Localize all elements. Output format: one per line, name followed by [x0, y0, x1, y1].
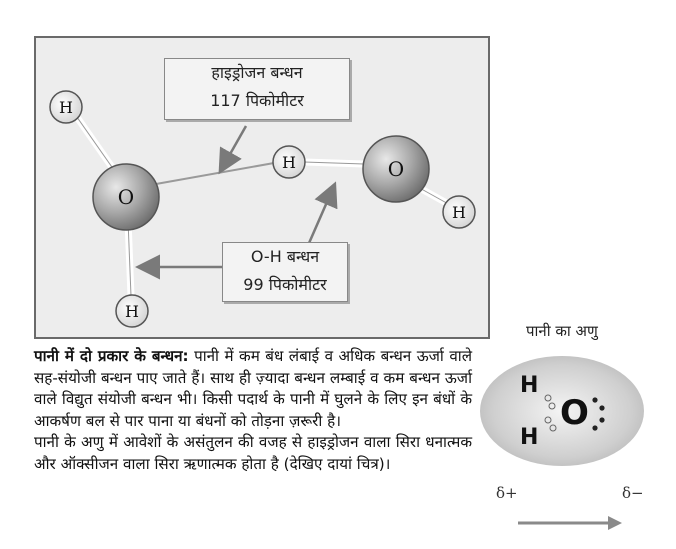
hydrogen-bond-line	[156, 163, 274, 184]
left-water-molecule	[50, 91, 159, 327]
paragraph-bond-types	[34, 346, 472, 432]
water-polarity-figure	[470, 340, 670, 545]
oh-bond-callout	[222, 242, 348, 302]
delta-minus-label: δ−	[622, 484, 644, 502]
oh-bond-callout-title: O-H बन्धन	[250, 247, 320, 266]
hydrogen-bond-callout-length: 117 पिकोमीटर	[210, 91, 304, 110]
oh-bond-arrow-right	[306, 186, 334, 250]
delta-plus-label: δ+	[496, 484, 518, 502]
polarity-canvas	[470, 340, 670, 545]
hydrogen-bond-callout-title: हाइड्रोजन बन्धन	[211, 63, 303, 82]
polarity-h-top: H	[520, 373, 539, 398]
paragraph-bond-types-body: पानी में कम बंध लंबाई व अधिक बन्धन ऊर्जा वाले सह-संयोजी बन्धन पाए जाते हैं। साथ ही ज़्यादा बन्धन लम्बाई व कम बन्धन ऊर्जा वाले विद्युत संयोजी बन्धन भी। किसी पदार्थ के पानी में घुलने के लिए इन बंधों के आकर्षण बल से पार पाना या बंधनों को तोड़ना ज़रूरी है।	[34, 347, 472, 430]
hydrogen-atom-bottom-label: H	[125, 302, 139, 321]
hydrogen-bond-callout	[164, 58, 350, 120]
water-molecule-caption: पानी का अणु	[526, 322, 598, 340]
oxygen-atom-right-label: O	[387, 157, 405, 181]
hydrogen-atom-top-left-label: H	[59, 98, 73, 117]
hydrogen-atom-right-label: H	[452, 203, 466, 222]
hydrogen-bond-arrow	[221, 126, 246, 170]
polarity-o: O	[560, 393, 589, 433]
polarity-h-bottom: H	[520, 425, 539, 450]
hydrogen-atom-middle-label: H	[282, 153, 296, 172]
explanation-text	[34, 346, 472, 475]
right-water-molecule	[273, 136, 475, 228]
paragraph-charge-imbalance: पानी के अणु में आवेशों के असंतुलन की वजह से हाइड्रोजन वाला सिरा धनात्मक और ऑक्सीजन वाला सिरा ऋणात्मक होता है (देखिए दायां चित्र)।	[34, 433, 472, 473]
oxygen-atom-left-label: O	[117, 185, 135, 209]
polarity-arrowhead-icon	[608, 516, 622, 530]
water-hydrogen-bond-diagram	[34, 36, 490, 339]
oh-bond-callout-length: 99 पिकोमीटर	[243, 275, 327, 294]
paragraph-lead-heading: पानी में दो प्रकार के बन्धन:	[34, 347, 189, 365]
